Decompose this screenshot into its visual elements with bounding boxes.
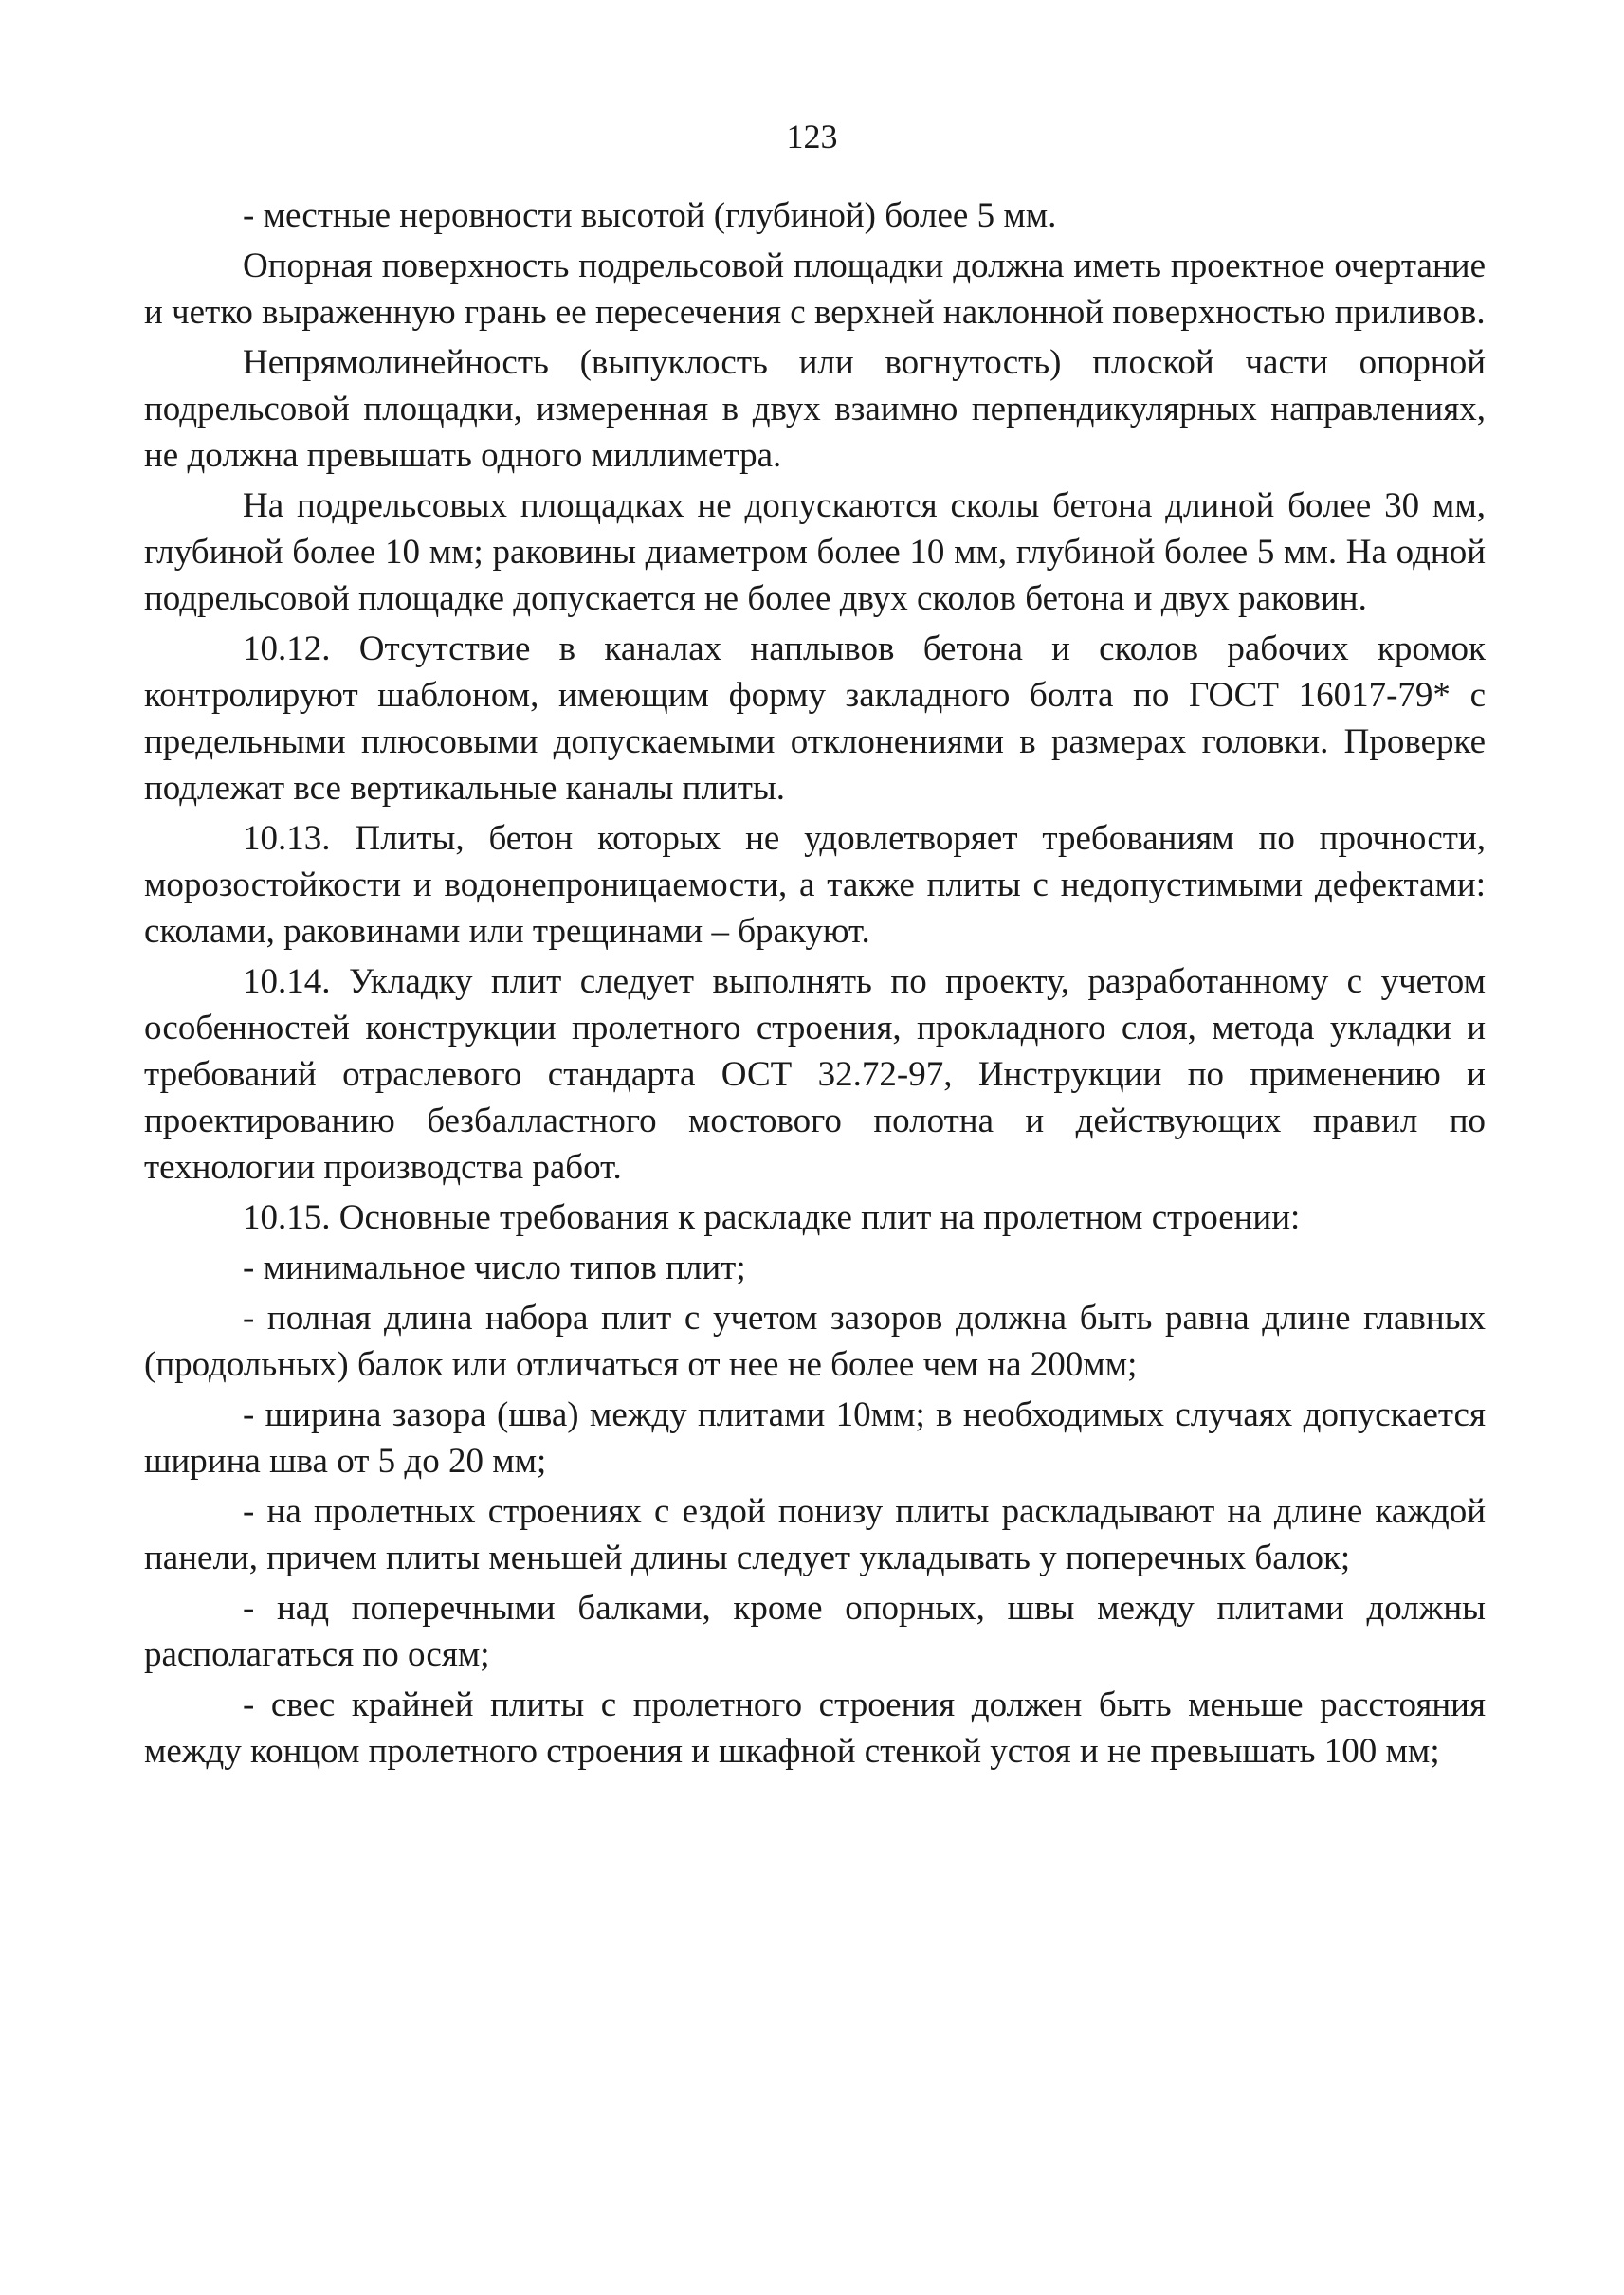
paragraph-non-straightness: Непрямолинейность (выпуклость или вогнутость) плоской части опорной подрельсовой площадки, измеренная в двух взаимно перпендикулярных направлениях, не должна превышать одного миллиметра. xyxy=(144,343,1486,475)
paragraph-local-irregularities: - местные неровности высотой (глубиной) более 5 мм. xyxy=(243,196,1057,235)
paragraph-concrete-chips: На подрельсовых площадках не допускаются сколы бетона длиной более 30 мм, глубиной более 10 мм; раковины диаметром более 10 мм, глубиной более 5 мм. На одной подрельсовой площадке допускается не более двух сколов бетона и двух раковин. xyxy=(144,486,1486,618)
paragraph-10-12: 10.12. Отсутствие в каналах наплывов бетона и сколов рабочих кромок контролируют шаблоном, имеющим форму закладного болта по ГОСТ 16017-79* с предельными плюсовыми допускаемыми отклонениями в размерах головки. Проверке подлежат все вертикальные каналы плиты. xyxy=(144,629,1486,808)
list-item-cross-beams: - над поперечными балками, кроме опорных, швы между плитами должны располагаться по осям; xyxy=(144,1589,1486,1674)
list-item-full-length: - полная длина набора плит с учетом зазоров должна быть равна длине главных (продольных) балок или отличаться от нее не более чем на 200мм; xyxy=(144,1299,1486,1384)
list-item-lower-deck: - на пролетных строениях с ездой понизу плиты раскладывают на длине каждой панели, причем плиты меньшей длины следует укладывать у поперечных балок; xyxy=(144,1492,1486,1577)
paragraph-support-surface: Опорная поверхность подрельсовой площадки должна иметь проектное очертание и четко выраженную грань ее пересечения с верхней наклонной поверхностью приливов. xyxy=(144,246,1486,332)
paragraph-10-13: 10.13. Плиты, бетон которых не удовлетворяет требованиям по прочности, морозостойкости и водонепроницаемости, а также плиты с недопустимыми дефектами: сколами, раковинами или трещинами – бракуют. xyxy=(144,819,1486,951)
list-item-min-plate-types: - минимальное число типов плит; xyxy=(243,1248,746,1287)
paragraph-10-14: 10.14. Укладку плит следует выполнять по проекту, разработанному с учетом особенностей конструкции пролетного строения, прокладного слоя, метода укладки и требований отраслевого стандарта ОСТ 32.72-97, Инструкции по применению и проектированию безбалластного мостового полотна и действующих правил по технологии производства работ. xyxy=(144,962,1486,1187)
list-item-gap-width: - ширина зазора (шва) между плитами 10мм; в необходимых случаях допускается ширина шва от 5 до 20 мм; xyxy=(144,1395,1486,1481)
page-number: 123 xyxy=(786,118,838,155)
list-item-overhang: - свес крайней плиты с пролетного строения должен быть меньше расстояния между концом пролетного строения и шкафной стенкой устоя и не превышать 100 мм; xyxy=(144,1685,1486,1771)
document-body xyxy=(144,192,1486,1778)
paragraph-10-15: 10.15. Основные требования к раскладке плит на пролетном строении: xyxy=(243,1198,1301,1237)
